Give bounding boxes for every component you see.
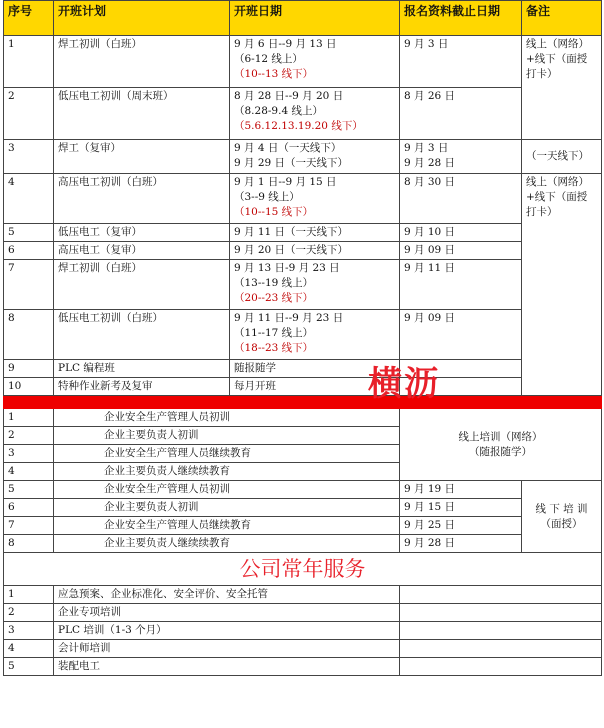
row-no: 4: [4, 463, 54, 481]
management-row: [4, 481, 602, 499]
row-no: 7: [4, 517, 54, 535]
row-plan: 焊工初训（白班）: [54, 260, 230, 310]
deadline-line: 9 月 28 日: [404, 157, 456, 169]
row-plan: 企业安全生产管理人员初训: [54, 409, 400, 427]
date-offline: （18--23 线下）: [234, 342, 314, 354]
schedule-row: [4, 310, 602, 360]
row-plan: 焊工初训（白班）: [54, 36, 230, 88]
management-row: [4, 499, 602, 517]
service-title: 公司常年服务: [4, 553, 602, 586]
row-no: 8: [4, 535, 54, 553]
offline-note-line: 线 下 培 训: [535, 502, 588, 515]
row-plan: 企业主要负责人继续续教育: [54, 535, 400, 553]
note-cell: 线上（网络）+线下（面授打卡）: [522, 36, 602, 140]
row-date: [230, 36, 400, 88]
schedule-row: [4, 88, 602, 140]
row-date: 9 月 25 日: [400, 517, 522, 535]
header-date: 开班日期: [230, 1, 400, 36]
red-divider: [4, 396, 602, 409]
schedule-row: [4, 242, 602, 260]
service-title-row: [4, 553, 602, 586]
management-row: [4, 535, 602, 553]
row-no: 8: [4, 310, 54, 360]
row-no: 3: [4, 622, 54, 640]
schedule-row: [4, 174, 602, 224]
schedule-row: [4, 36, 602, 88]
row-item: 应急预案、企业标准化、安全评价、安全托管: [54, 586, 400, 604]
row-no: 10: [4, 378, 54, 396]
row-no: 5: [4, 224, 54, 242]
header-deadline: 报名资料截止日期: [400, 1, 522, 36]
row-no: 7: [4, 260, 54, 310]
date-line: （6-12 线上）: [234, 53, 303, 65]
row-date: [230, 310, 400, 360]
date-line: 8 月 28 日--9 月 20 日: [234, 90, 344, 102]
note-cell: （一天线下）: [522, 140, 602, 174]
row-plan: 企业主要负责人初训: [54, 499, 400, 517]
service-row: [4, 622, 602, 640]
row-no: 3: [4, 140, 54, 174]
row-date: [230, 88, 400, 140]
header-plan: 开班计划: [54, 1, 230, 36]
row-date: 9 月 11 日（一天线下）: [230, 224, 400, 242]
row-plan: 低压电工初训（周末班）: [54, 88, 230, 140]
date-line: 9 月 1 日--9 月 15 日: [234, 176, 337, 188]
date-line: （3--9 线上）: [234, 191, 300, 203]
row-item: 装配电工: [54, 658, 400, 676]
row-deadline: 9 月 11 日: [400, 260, 522, 310]
row-no: 2: [4, 604, 54, 622]
header-row: [4, 1, 602, 36]
row-plan: 焊工（复审）: [54, 140, 230, 174]
date-line: 9 月 13 日-9 月 23 日: [234, 262, 340, 274]
row-deadline: 9 月 3 日: [400, 36, 522, 88]
date-offline: （10--13 线下）: [234, 68, 314, 80]
row-no: 2: [4, 88, 54, 140]
schedule-row: [4, 378, 602, 396]
location-stamp: 横沥: [368, 364, 440, 404]
deadline-line: 9 月 3 日: [404, 142, 449, 154]
management-row: [4, 517, 602, 535]
row-date: 9 月 19 日: [400, 481, 522, 499]
row-plan: PLC 编程班: [54, 360, 230, 378]
row-date: 9 月 20 日（一天线下）: [230, 242, 400, 260]
date-line: （11--17 线上）: [234, 327, 314, 339]
row-plan: 高压电工（复审）: [54, 242, 230, 260]
row-no: 3: [4, 445, 54, 463]
date-line: （8.28-9.4 线上）: [234, 105, 323, 117]
row-plan: 高压电工初训（白班）: [54, 174, 230, 224]
row-plan: 低压电工（复审）: [54, 224, 230, 242]
row-date: 随报随学: [230, 360, 400, 378]
management-row: [4, 409, 602, 427]
date-offline: （10--15 线下）: [234, 206, 314, 218]
row-plan: 企业安全生产管理人员继续教育: [54, 445, 400, 463]
service-row: [4, 604, 602, 622]
service-row: [4, 640, 602, 658]
schedule-row: [4, 360, 602, 378]
row-no: 1: [4, 36, 54, 88]
row-no: 6: [4, 242, 54, 260]
service-row: [4, 586, 602, 604]
row-deadline: 9 月 09 日: [400, 310, 522, 360]
row-plan: 特种作业新考及复审: [54, 378, 230, 396]
offline-note-line: （面授）: [540, 517, 583, 530]
row-deadline: 8 月 30 日: [400, 174, 522, 224]
online-note-line: （随报随学）: [469, 445, 532, 458]
date-line: 9 月 6 日--9 月 13 日: [234, 38, 337, 50]
schedule-row: [4, 224, 602, 242]
row-no: 1: [4, 409, 54, 427]
header-no: 序号: [4, 1, 54, 36]
row-item: 会计师培训: [54, 640, 400, 658]
date-line: 9 月 4 日（一天线下）: [234, 142, 342, 154]
row-plan: 企业安全生产管理人员初训: [54, 481, 400, 499]
note-cell: 线上（网络）+线下（面授打卡）: [522, 174, 602, 396]
date-line: 9 月 29 日（一天线下）: [234, 157, 349, 169]
row-deadline: 9 月 10 日: [400, 224, 522, 242]
schedule-row: [4, 140, 602, 174]
service-row: [4, 658, 602, 676]
online-note: [400, 409, 602, 481]
row-date: [230, 140, 400, 174]
row-deadline: [400, 140, 522, 174]
row-date: 每月开班: [230, 378, 400, 396]
row-no: 4: [4, 174, 54, 224]
row-no: 4: [4, 640, 54, 658]
date-line: （13--19 线上）: [234, 277, 314, 289]
row-item: PLC 培训（1-3 个月）: [54, 622, 400, 640]
online-note-line: 线上培训（网络）: [458, 430, 543, 443]
row-date: 9 月 15 日: [400, 499, 522, 517]
row-plan: 企业主要负责人初训: [54, 427, 400, 445]
row-deadline: 9 月 09 日: [400, 242, 522, 260]
date-offline: （5.6.12.13.19.20 线下）: [234, 120, 363, 132]
row-plan: 企业安全生产管理人员继续教育: [54, 517, 400, 535]
row-no: 6: [4, 499, 54, 517]
row-no: 5: [4, 481, 54, 499]
row-date: 9 月 28 日: [400, 535, 522, 553]
training-table: [3, 0, 602, 676]
row-deadline: 8 月 26 日: [400, 88, 522, 140]
schedule-row: [4, 260, 602, 310]
row-plan: 低压电工初训（白班）: [54, 310, 230, 360]
row-no: 9: [4, 360, 54, 378]
row-no: 2: [4, 427, 54, 445]
row-date: [230, 260, 400, 310]
row-date: [230, 174, 400, 224]
row-plan: 企业主要负责人继续续教育: [54, 463, 400, 481]
row-no: 1: [4, 586, 54, 604]
row-item: 企业专项培训: [54, 604, 400, 622]
offline-note: [522, 481, 602, 553]
date-offline: （20--23 线下）: [234, 292, 314, 304]
header-notes: 备注: [522, 1, 602, 36]
row-no: 5: [4, 658, 54, 676]
date-line: 9 月 11 日--9 月 23 日: [234, 312, 344, 324]
